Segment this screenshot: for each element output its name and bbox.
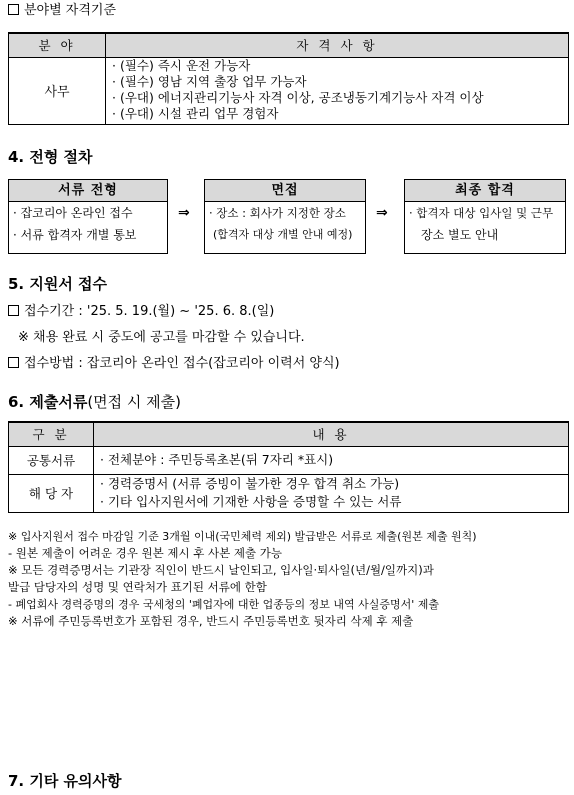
note-line: ※ 입사지원서 접수 마감일 기준 3개월 이내(국민체력 제외) 발급받은 서류로 제출(원본 제출 원칙) bbox=[8, 530, 477, 543]
list-item: · 기타 입사지원서에 기재한 사항을 증명할 수 있는 서류 bbox=[100, 494, 402, 509]
process-step-line: 장소 별도 안내 bbox=[421, 228, 499, 242]
process-step-final bbox=[404, 179, 566, 254]
checkbox-square-icon bbox=[8, 305, 19, 316]
table-cell-category: 공통서류 bbox=[9, 446, 94, 474]
early-close-note: ※ 채용 완료 시 중도에 공고를 마감할 수 있습니다. bbox=[18, 330, 305, 345]
checkbox-square-icon bbox=[8, 4, 19, 15]
list-item: · 경력증명서 (서류 증빙이 불가한 경우 합격 취소 가능) bbox=[100, 476, 400, 491]
table-header-content: 내 용 bbox=[94, 422, 569, 446]
document-notes bbox=[8, 528, 570, 630]
checkbox-square-icon bbox=[8, 357, 19, 368]
application-period: 접수기간 : '25. 5. 19.(월) ~ '25. 6. 8.(일) bbox=[8, 304, 274, 320]
note-line: ※ 모든 경력증명서는 기관장 직인이 반드시 날인되고, 입사일·퇴사일(년/월/일까지)과 bbox=[8, 563, 434, 577]
arrow-icon: ⇒ bbox=[376, 205, 388, 221]
table-cell-field: 사무 bbox=[9, 57, 106, 124]
process-step-line: · 서류 합격자 개별 통보 bbox=[13, 228, 137, 242]
table-header-field: 분 야 bbox=[9, 33, 106, 57]
note-line: ※ 서류에 주민등록번호가 포함된 경우, 반드시 주민등록번호 뒷자리 삭제 후 제출 bbox=[8, 614, 414, 628]
table-cell-items bbox=[94, 474, 569, 512]
list-item: · (우대) 시설 관리 업무 경험자 bbox=[112, 105, 279, 121]
process-step-interview bbox=[204, 179, 366, 254]
note-line: - 원본 제출이 어려운 경우 원본 제시 후 사본 제출 가능 bbox=[8, 546, 282, 560]
table-header-category: 구 분 bbox=[9, 422, 94, 446]
table-cell-items bbox=[94, 446, 569, 474]
table-row bbox=[9, 446, 569, 474]
process-step-title: 최종 합격 bbox=[405, 180, 565, 202]
table-header-qualification: 자 격 사 항 bbox=[106, 33, 569, 57]
process-step-line: · 장소 : 회사가 지정한 장소 bbox=[209, 206, 346, 220]
table-row bbox=[9, 474, 569, 512]
process-step-title: 면접 bbox=[205, 180, 365, 202]
process-step-line: · 합격자 대상 입사일 및 근무 bbox=[409, 206, 554, 220]
process-step-line: (합격자 대상 개별 안내 예정) bbox=[213, 228, 353, 241]
qualification-table bbox=[8, 32, 569, 125]
list-item: · (필수) 즉시 운전 가능자 bbox=[112, 57, 251, 73]
section-qualification-label: 분야별 자격기준 bbox=[8, 3, 116, 19]
note-line: 발급 담당자의 성명 및 연락처가 표기된 서류에 한함 bbox=[8, 580, 267, 594]
arrow-icon: ⇒ bbox=[178, 205, 190, 221]
list-item: · (우대) 에너지관리기능사 자격 이상, 공조냉동기계기능사 자격 이상 bbox=[112, 89, 484, 105]
section-6-title: 6. 제출서류(면접 시 제출) bbox=[8, 393, 182, 411]
application-method: 접수방법 : 잡코리아 온라인 접수(잡코리아 이력서 양식) bbox=[8, 356, 340, 372]
section-4-title: 4. 전형 절차 bbox=[8, 148, 93, 166]
list-item: · (필수) 영남 지역 출장 업무 가능자 bbox=[112, 73, 307, 89]
list-item: · 전체분야 : 주민등록초본(뒤 7자리 *표시) bbox=[100, 452, 334, 467]
section-7-title: 7. 기타 유의사항 bbox=[8, 772, 122, 790]
documents-table bbox=[8, 421, 569, 513]
process-step-line: · 잡코리아 온라인 접수 bbox=[13, 206, 133, 220]
table-cell-items bbox=[106, 57, 569, 124]
table-cell-category: 해 당 자 bbox=[9, 474, 94, 512]
section-5-title: 5. 지원서 접수 bbox=[8, 275, 108, 293]
note-line: - 폐업회사 경력증명의 경우 국세청의 '폐업자에 대한 업종등의 정보 내역 사실증명서' 제출 bbox=[8, 598, 440, 611]
process-step-title: 서류 전형 bbox=[9, 180, 167, 202]
process-step-document bbox=[8, 179, 168, 254]
